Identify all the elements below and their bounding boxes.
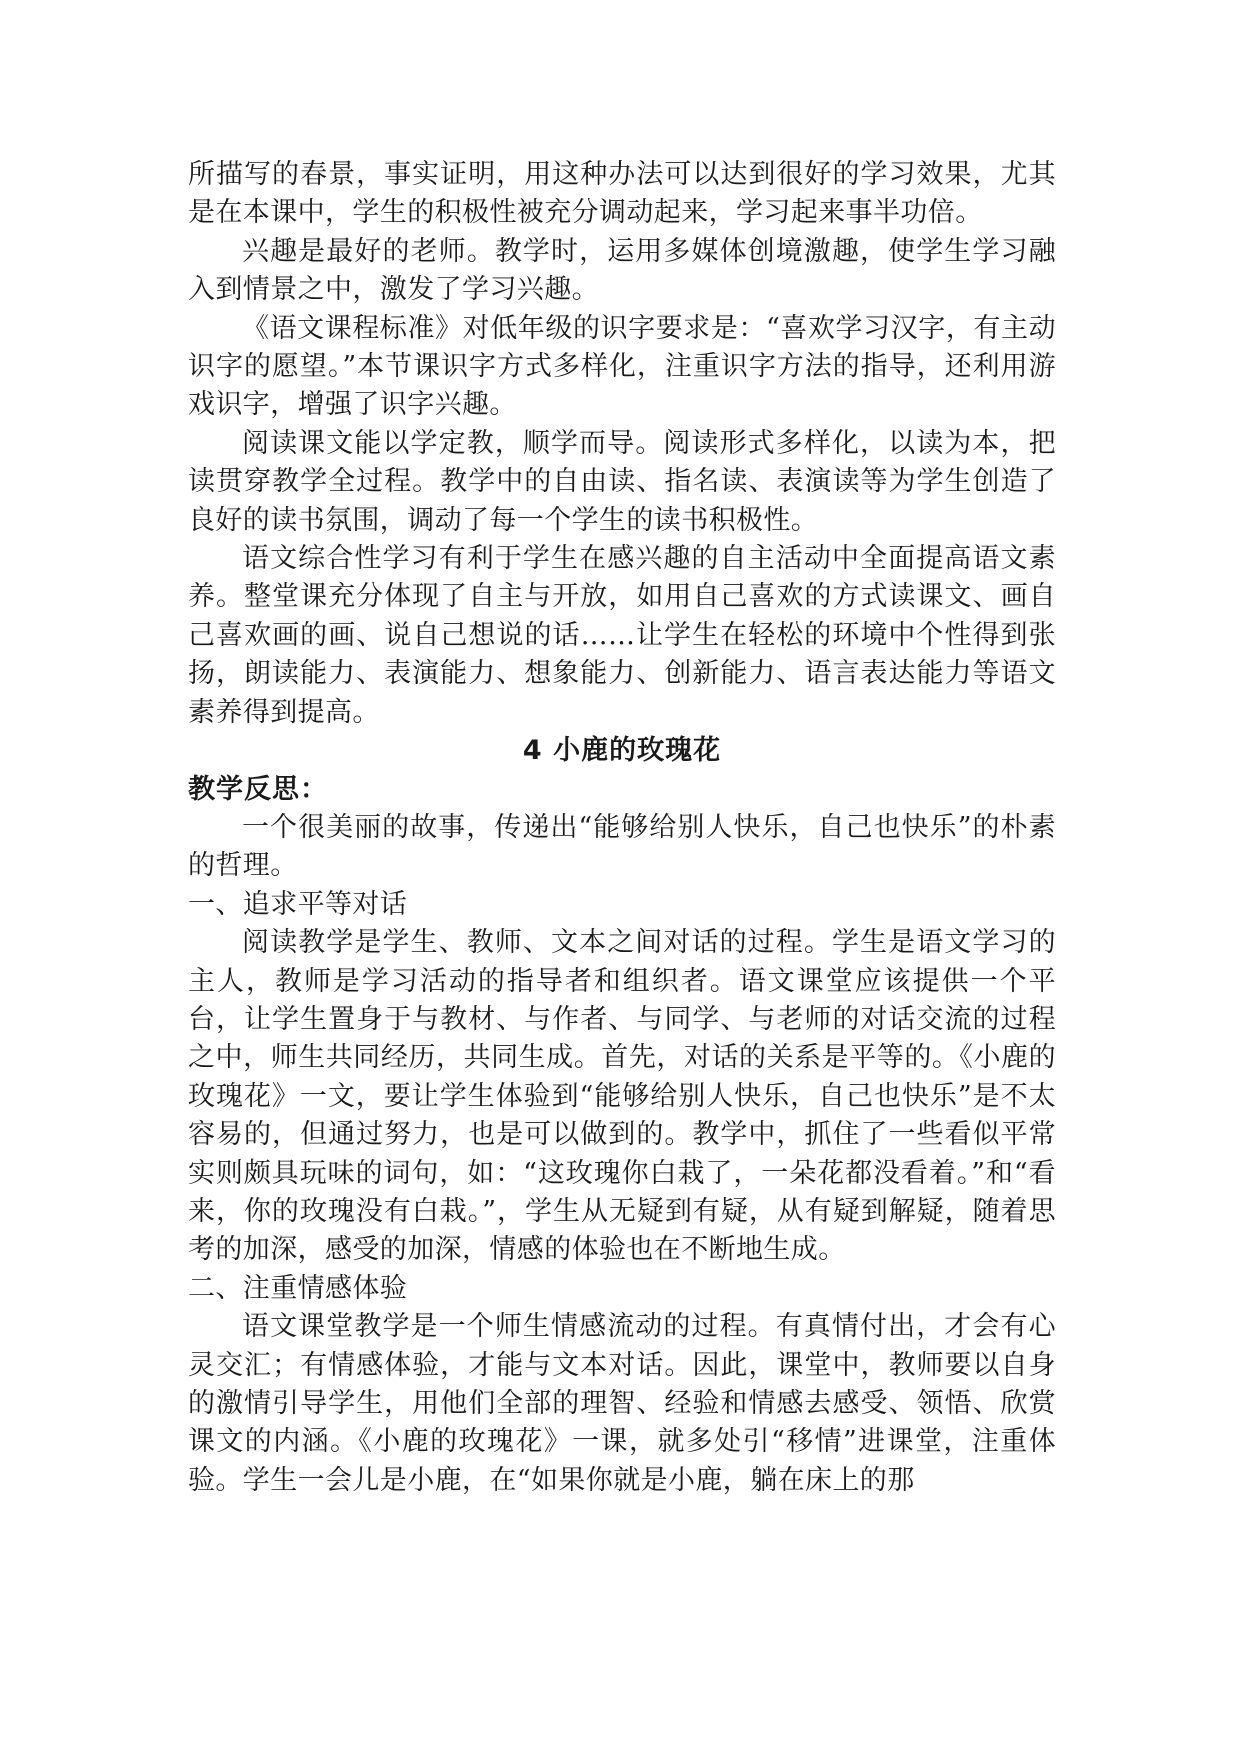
paragraph-point2: 语文课堂教学是一个师生情感流动的过程。有真情付出，才会有心灵交汇；有情感体验，才能与文本对话。因此，课堂中，教师要以自身的激情引导学生，用他们全部的理智、经验和情感去感受、领悟、欣赏课文的内涵。《小鹿的玫瑰花》一课，就多处引“移情”进课堂，注重体验。学生一会儿是小鹿，在“如果你就是小鹿，躺在床上的那 <box>188 1311 1056 1496</box>
section-title: 4 小鹿的玫瑰花 <box>522 735 722 767</box>
paragraph-interest: 兴趣是最好的老师。教学时，运用多媒体创境激趣，使学生学习融入到情景之中，激发了学习兴趣。 <box>188 235 1056 306</box>
paragraph-comprehensive-learning: 语文综合性学习有利于学生在感兴趣的自主活动中全面提高语文素养。整堂课充分体现了自主与开放，如用自己喜欢的方式读课文、画自己喜欢画的画、说自己想说的话……让学生在轻松的环境中个性得到张扬，朗读能力、表演能力、想象能力、创新能力、语言表达能力等语文素养得到提高。 <box>188 543 1056 728</box>
paragraph-continued: 所描写的春景，事实证明，用这种办法可以达到很好的学习效果，尤其是在本课中，学生的积极性被充分调动起来，学习起来事半功倍。 <box>188 159 1056 229</box>
paragraph-curriculum-standard: 《语文课程标准》对低年级的识字要求是：“喜欢学习汉字，有主动识字的愿望。”本节课识字方式多样化，注重识字方法的指导，还利用游戏识字，增强了识字兴趣。 <box>188 312 1056 421</box>
paragraph-reading: 阅读课文能以学定教，顺学而导。阅读形式多样化，以读为本，把读贯穿教学全过程。教学中的自由读、指名读、表演读等为学生创造了良好的读书氛围，调动了每一个学生的读书积极性。 <box>188 427 1056 536</box>
document-body <box>188 156 1056 1500</box>
paragraph-point1: 阅读教学是学生、教师、文本之间对话的过程。学生是语文学习的主人，教师是学习活动的指导者和组织者。语文课堂应该提供一个平台，让学生置身于与教材、与作者、与同学、与老师的对话交流的过程之中，师生共同经历，共同生成。首先，对话的关系是平等的。《小鹿的玫瑰花》一文，要让学生体验到“能够给别人快乐，自己也快乐”是不太容易的，但通过努力，也是可以做到的。教学中，抓住了一些看似平常实则颇具玩味的词句，如：“这玫瑰你白栽了，一朵花都没看着。”和“看来，你的玫瑰没有白栽。”，学生从无疑到有疑，从有疑到解疑，随着思考的加深，感受的加深，情感的体验也在不断地生成。 <box>188 927 1056 1266</box>
point2-heading: 二、注重情感体验 <box>188 1272 408 1304</box>
point1-heading: 一、追求平等对话 <box>188 888 408 920</box>
paragraph-intro: 一个很美丽的故事，传递出“能够给别人快乐，自己也快乐”的朴素的哲理。 <box>188 811 1056 882</box>
teaching-reflection-heading: 教学反思： <box>188 773 328 805</box>
